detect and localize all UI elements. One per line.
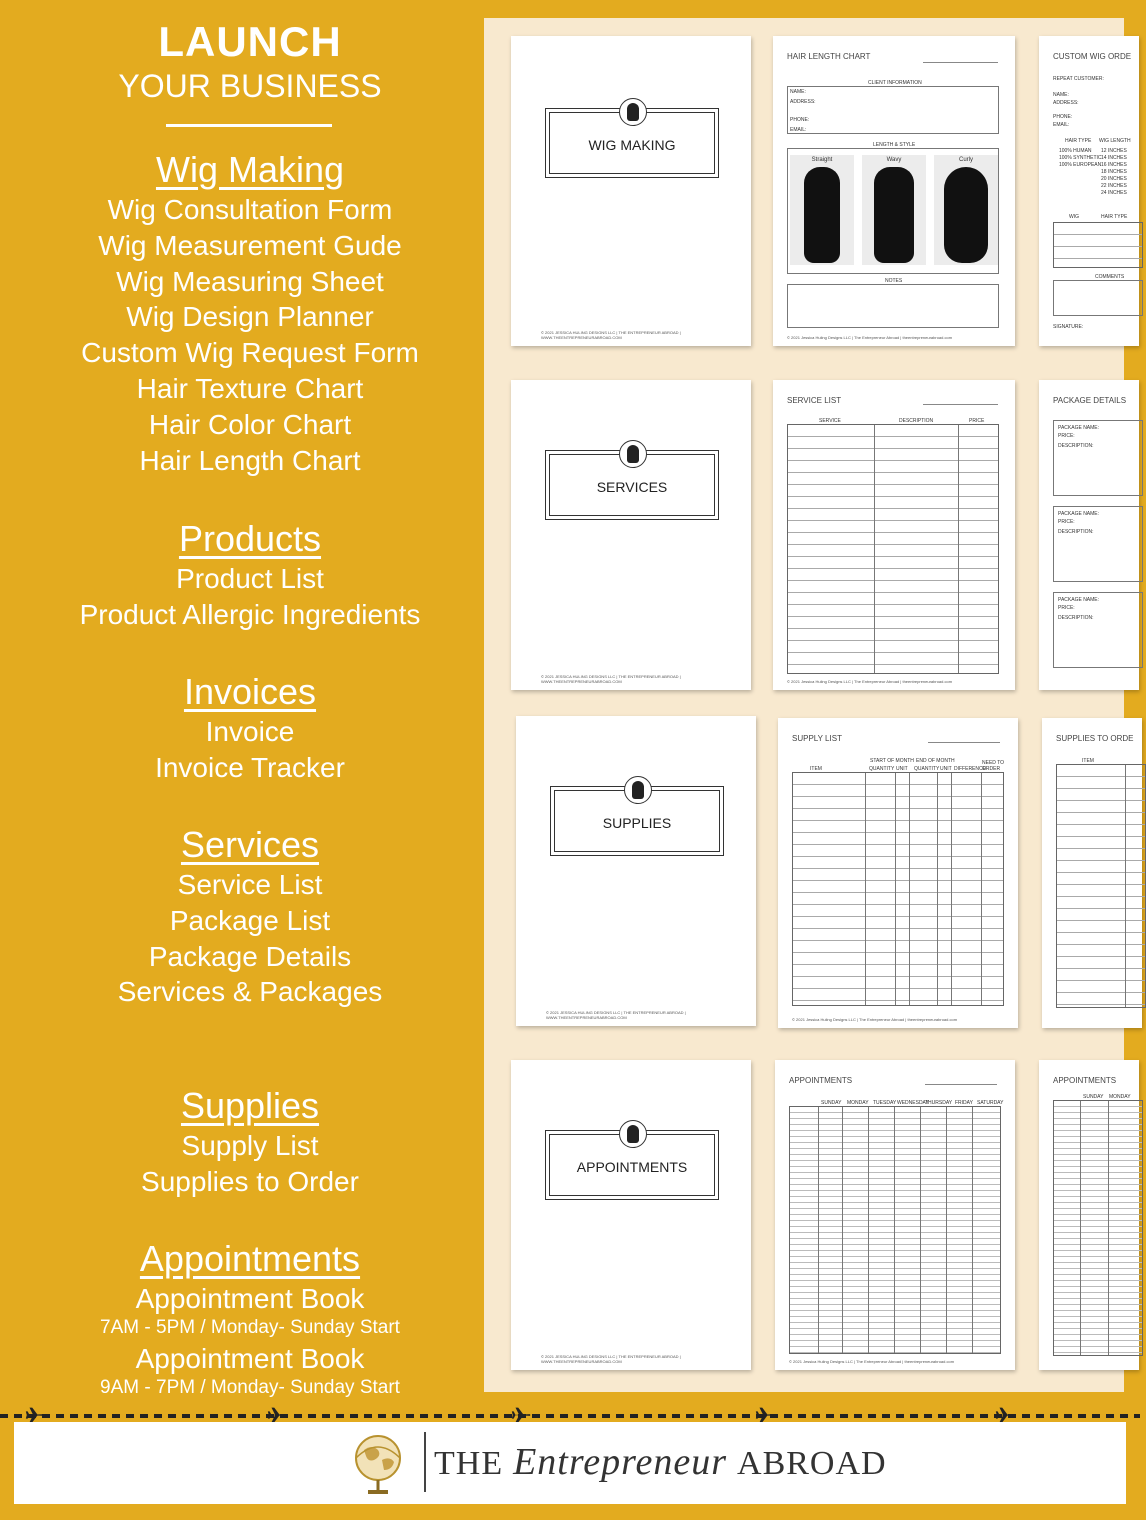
section-title: Supplies — [180, 1085, 320, 1126]
cover-label: SERVICES — [596, 479, 668, 495]
field-label: DESCRIPTION: — [1058, 615, 1094, 621]
section-item: Services & Packages — [117, 976, 383, 1008]
flight-path-divider — [0, 1414, 1140, 1418]
section-item: Package List — [169, 904, 331, 936]
section-title: Invoices — [183, 671, 317, 712]
brand-divider — [424, 1432, 426, 1492]
page-supply-list — [778, 718, 1018, 1028]
option-label: 100% SYNTHETIC — [1059, 155, 1102, 161]
brand-prefix: THE — [434, 1445, 504, 1482]
style-label: Wavy — [886, 157, 902, 163]
section-label: CLIENT INFORMATION — [868, 80, 922, 86]
page-appointments-7am — [775, 1060, 1015, 1370]
field-label: NAME: — [1053, 92, 1069, 98]
option-label: 20 INCHES — [1101, 176, 1127, 182]
section-wig-making — [0, 150, 500, 478]
day-header: WEDNESDAY — [897, 1100, 929, 1106]
section-label: COMMENTS — [1095, 274, 1125, 280]
headline-title: LAUNCH — [158, 18, 342, 65]
section-item: Invoice Tracker — [155, 751, 345, 783]
field-label: PACKAGE NAME: — [1058, 425, 1100, 431]
section-item: Product List — [176, 563, 324, 594]
field-label: DESCRIPTION: — [1058, 529, 1094, 535]
option-label: 22 INCHES — [1101, 183, 1127, 189]
field-label: PRICE: — [1058, 519, 1075, 525]
day-header: TUESDAY — [873, 1100, 897, 1106]
hair-sample-straight — [790, 155, 854, 265]
page-footer: © 2021 Jessica Huling Designs LLC | The Entrepreneur Abroad | theentrepreneurabroad.com — [787, 679, 953, 684]
field-label: PACKAGE NAME: — [1058, 597, 1100, 603]
field-label: PACKAGE NAME: — [1058, 511, 1100, 517]
option-label: 16 INCHES — [1101, 162, 1127, 168]
section-item: Package Details — [148, 940, 352, 972]
page-service-list — [773, 380, 1015, 690]
length-style-box — [787, 148, 999, 274]
page-title: APPOINTMENTS — [789, 1076, 853, 1085]
field-label: REPEAT CUSTOMER: — [1053, 76, 1104, 82]
page-title: APPOINTMENTS — [1053, 1076, 1117, 1085]
page-footer: © 2021 JESSICA HULING DESIGNS LLC | THE ENTREPRENEUR ABROAD | WWW.THEENTREPRENEURABROAD.COM — [541, 674, 681, 684]
section-item: Hair Length Chart — [139, 444, 361, 476]
field-label: ADDRESS: — [1053, 100, 1079, 106]
style-label: Straight — [811, 157, 833, 163]
field-label: EMAIL: — [1053, 122, 1070, 128]
section-title: Services — [180, 824, 320, 865]
section-note: 7AM - 5PM / Monday- Sunday Start — [100, 1316, 400, 1338]
headline-divider — [166, 124, 332, 127]
section-item: Wig Design Planner — [126, 301, 374, 333]
brand-suffix: ABROAD — [737, 1445, 887, 1482]
option-label: 100% EUROPEAN — [1059, 162, 1102, 168]
supplies-order-table — [1056, 764, 1146, 1008]
section-item: Custom Wig Request Form — [81, 337, 419, 369]
option-label: 14 INCHES — [1101, 155, 1127, 161]
column-header: HAIR TYPE — [1101, 214, 1128, 220]
section-services — [0, 825, 500, 1010]
cover-page-supplies — [516, 716, 756, 1026]
column-header: DESCRIPTION — [899, 418, 934, 424]
column-header: QUANTITY — [914, 766, 940, 772]
page-hair-length-chart — [773, 36, 1015, 346]
column-header: WIG LENGTH — [1099, 138, 1131, 144]
brand-script: Entrepreneur — [513, 1441, 728, 1483]
day-header: THURSDAY — [925, 1100, 953, 1106]
day-header: MONDAY — [847, 1100, 869, 1106]
section-item: Supply List — [181, 1130, 319, 1161]
section-appointments — [0, 1239, 500, 1399]
option-label: 24 INCHES — [1101, 190, 1127, 196]
hair-sample-curly — [934, 155, 998, 265]
column-header: UNIT — [896, 766, 908, 772]
title-rule — [923, 62, 998, 63]
appointment-grid — [1053, 1100, 1143, 1356]
globe-logo-icon — [348, 1430, 412, 1498]
section-item: Appointment Book — [135, 1342, 365, 1374]
notes-box — [787, 284, 999, 328]
column-header: START OF MONTH — [870, 758, 914, 764]
day-header: SUNDAY — [821, 1100, 842, 1106]
section-title: Wig Making — [155, 149, 345, 190]
field-label: PHONE: — [1053, 114, 1073, 120]
cover-page-services — [511, 380, 751, 690]
section-item: Invoice — [205, 716, 295, 747]
page-title: PACKAGE DETAILS — [1053, 396, 1127, 405]
section-item: Hair Color Chart — [148, 408, 352, 440]
section-label: LENGTH & STYLE — [873, 142, 916, 148]
page-title: SUPPLY LIST — [792, 734, 842, 743]
page-title: HAIR LENGTH CHART — [787, 52, 871, 61]
section-item: Wig Measurement Gude — [98, 229, 402, 261]
service-table — [787, 424, 999, 674]
section-products — [0, 519, 500, 633]
package-box — [1053, 592, 1143, 668]
day-header: MONDAY — [1109, 1094, 1131, 1100]
section-label: NOTES — [885, 278, 903, 284]
field-label: EMAIL: — [790, 127, 807, 133]
column-header: NEED TO ORDER — [982, 760, 1005, 772]
brand-wordmark — [434, 1440, 887, 1484]
woman-silhouette-icon — [624, 776, 652, 804]
field-label: SIGNATURE: — [1053, 324, 1084, 330]
day-header: FRIDAY — [955, 1100, 973, 1106]
page-footer: © 2021 JESSICA HULING DESIGNS LLC | THE ENTREPRENEUR ABROAD | WWW.THEENTREPRENEURABROAD.COM — [546, 1010, 686, 1020]
section-item: Service List — [177, 869, 323, 900]
contents-panel — [0, 0, 500, 1400]
section-supplies — [0, 1086, 500, 1200]
field-label: DESCRIPTION: — [1058, 443, 1094, 449]
woman-silhouette-icon — [619, 440, 647, 468]
cover-label: SUPPLIES — [602, 815, 672, 831]
page-title: SUPPLIES TO ORDE — [1056, 734, 1134, 743]
hair-sample-wavy — [862, 155, 926, 265]
page-title: SERVICE LIST — [787, 396, 842, 405]
supply-table — [792, 772, 1004, 1006]
cover-page-wig-making — [511, 36, 751, 346]
column-header: UNIT — [940, 766, 952, 772]
title-rule — [928, 742, 1000, 743]
cover-label: WIG MAKING — [588, 137, 676, 153]
page-footer: © 2021 JESSICA HULING DESIGNS LLC | THE ENTREPRENEUR ABROAD | WWW.THEENTREPRENEURABROAD.COM — [541, 1354, 681, 1364]
column-header: PRICE — [969, 418, 985, 424]
column-header: END OF MONTH — [916, 758, 955, 764]
section-item: Supplies to Order — [141, 1165, 359, 1197]
style-label: Curly — [958, 157, 973, 163]
field-label: PRICE: — [1058, 605, 1075, 611]
page-preview-panel — [484, 18, 1134, 1392]
column-header: ITEM — [1082, 758, 1094, 764]
section-title: Products — [178, 518, 322, 559]
option-label: 100% HUMAN — [1059, 148, 1092, 154]
column-header: DIFFERENCE — [954, 766, 986, 772]
woman-silhouette-icon — [619, 98, 647, 126]
page-footer: © 2021 Jessica Huling Designs LLC | The Entrepreneur Abroad | theentrepreneurabroad.com — [787, 335, 953, 340]
wig-table — [1053, 222, 1143, 268]
column-header: WIG — [1069, 214, 1079, 220]
page-footer: © 2021 JESSICA HULING DESIGNS LLC | THE ENTREPRENEUR ABROAD | WWW.THEENTREPRENEURABROAD.COM — [541, 330, 681, 340]
appointment-grid — [789, 1106, 1001, 1354]
option-label: 12 INCHES — [1101, 148, 1127, 154]
brand-banner — [14, 1422, 1126, 1504]
column-header: ITEM — [810, 766, 822, 772]
column-header: SERVICE — [819, 418, 841, 424]
page-appointments-9am — [1039, 1060, 1139, 1370]
section-note: 9AM - 7PM / Monday- Sunday Start — [100, 1376, 400, 1398]
page-custom-wig-order — [1039, 36, 1139, 346]
title-rule — [925, 1084, 997, 1085]
page-package-details — [1039, 380, 1139, 690]
woman-silhouette-icon — [619, 1120, 647, 1148]
page-footer: © 2021 Jessica Huling Designs LLC | The Entrepreneur Abroad | theentrepreneurabroad.com — [789, 1359, 955, 1364]
package-box — [1053, 506, 1143, 582]
headline-subtitle: YOUR BUSINESS — [118, 68, 382, 104]
page-title: CUSTOM WIG ORDE — [1053, 52, 1132, 61]
section-title: Appointments — [139, 1238, 361, 1279]
section-item: Product Allergic Ingredients — [79, 598, 421, 630]
comments-box — [1053, 280, 1143, 316]
cover-label: APPOINTMENTS — [576, 1159, 688, 1175]
day-header: SUNDAY — [1083, 1094, 1104, 1100]
title-rule — [923, 404, 998, 405]
section-item: Wig Measuring Sheet — [116, 265, 384, 297]
section-item: Appointment Book — [135, 1283, 365, 1314]
client-info-box — [787, 86, 999, 134]
field-label: ADDRESS: — [790, 99, 816, 105]
package-box — [1053, 420, 1143, 496]
cover-page-appointments — [511, 1060, 751, 1370]
column-header: HAIR TYPE — [1065, 138, 1092, 144]
page-footer: © 2021 Jessica Huling Designs LLC | The Entrepreneur Abroad | theentrepreneurabroad.com — [792, 1017, 958, 1022]
field-label: PHONE: — [790, 117, 810, 123]
column-header: QUANTITY — [869, 766, 895, 772]
option-label: 18 INCHES — [1101, 169, 1127, 175]
section-invoices — [0, 672, 500, 786]
field-label: NAME: — [790, 89, 806, 95]
section-item: Wig Consultation Form — [107, 194, 393, 225]
section-item: Hair Texture Chart — [136, 372, 364, 404]
page-supplies-to-order — [1042, 718, 1142, 1028]
field-label: PRICE: — [1058, 433, 1075, 439]
day-header: SATURDAY — [977, 1100, 1004, 1106]
